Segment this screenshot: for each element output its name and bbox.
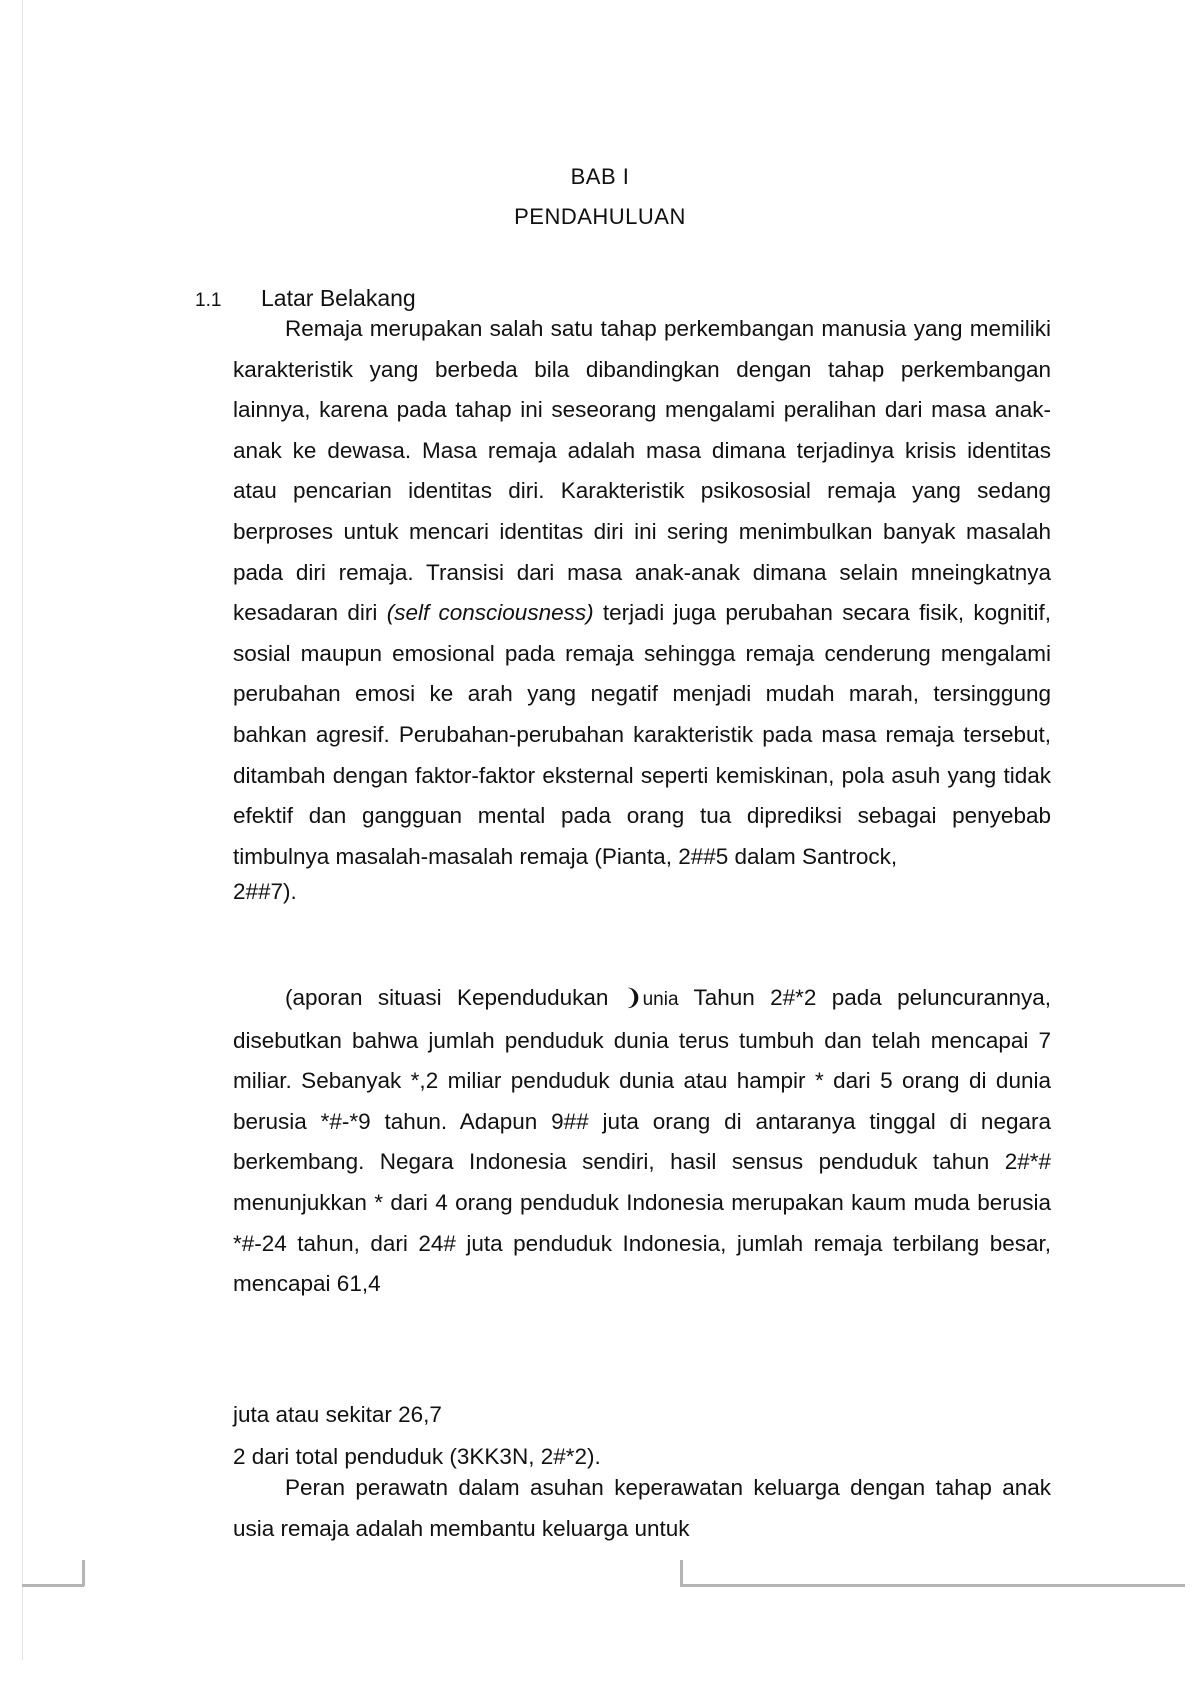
footer-rule-right (680, 1584, 1185, 1587)
paragraph-1 (233, 309, 1051, 907)
paragraph-2-text-b: Tahun 2#*2 pada peluncurannya, disebutkan bahwa jumlah penduduk dunia terus tumbuh dan telah mencapai 7 miliar. Sebanyak *,2 miliar penduduk dunia atau hampir * dari 5 orang di dunia berusia *#-*9 tahun. Adapun 9## juta orang di antaranya tinggal di negara berkembang. Negara Indonesia sendiri, hasil sensus penduduk tahun 2#*# menunjukkan * dari 4 orang penduduk Indonesia merupakan kaum muda berusia *#-24 tahun, dari 24# juta penduduk Indonesia, jumlah remaja terbilang besar, mencapai 61,4 (233, 985, 1051, 1297)
paragraph-2-small-text: unia (642, 989, 679, 1010)
chapter-number: BAB I (570, 164, 630, 189)
section-title: Latar Belakang (261, 285, 416, 311)
chapter-title: PENDAHULUAN (514, 204, 686, 229)
paragraph-2-last-line: juta atau sekitar 26,7 (233, 1402, 442, 1427)
paragraph-1-tail: 2##7). (233, 879, 297, 905)
footer-tick-right (680, 1560, 683, 1586)
paragraph-3 (233, 1468, 1051, 1549)
paragraph-2-glyph: ❩ (623, 985, 643, 1010)
footer-rule-left (22, 1584, 84, 1587)
paragraph-1-italic-term: (self consciousness) (386, 600, 594, 626)
paragraph-2 (233, 978, 1051, 1305)
footer-tick-left (82, 1560, 85, 1586)
paragraph-3-text: Peran perawatn dalam asuhan keperawatan keluarga dengan tahap anak usia remaja adalah membantu keluarga untuk (233, 1475, 1051, 1541)
paragraph-2-extra-line: 2 dari total penduduk (3KK3N, 2#*2). (233, 1444, 601, 1469)
paragraph-1-text-a: Remaja merupakan salah satu tahap perkembangan manusia yang memiliki karakteristik yang berbeda bila dibandingkan dengan tahap perkembangan lainnya, karena pada tahap ini seseorang mengalami peralihan dari masa anak-anak ke dewasa. Masa remaja adalah masa dimana terjadinya krisis identitas atau pencarian identitas diri. Karakteristik psikososial remaja yang sedang berproses untuk mencari identitas diri ini sering menimbulkan banyak masalah pada diri remaja. Transisi dari masa anak-anak dimana selain mneingkatnya kesadaran diri (233, 316, 1051, 626)
section-heading (195, 285, 416, 312)
section-number: 1.1 (195, 290, 222, 311)
paragraph-2-text-a: (aporan situasi Kependudukan (285, 985, 624, 1010)
paragraph-1-text-b: terjadi juga perubahan secara fisik, kognitif, sosial maupun emosional pada remaja sehingga remaja cenderung mengalami perubahan emosi ke arah yang negatif menjadi mudah marah, tersinggung bahkan agresif. Perubahan-perubahan karakteristik pada masa remaja tersebut, ditambah dengan faktor-faktor eksternal seperti kemiskinan, pola asuh yang tidak efektif dan gangguan mental pada orang tua diprediksi sebagai penyebab timbulnya masalah-masalah remaja (Pianta, 2##5 dalam Santrock, (233, 600, 1051, 869)
page-left-edge (22, 0, 23, 1660)
